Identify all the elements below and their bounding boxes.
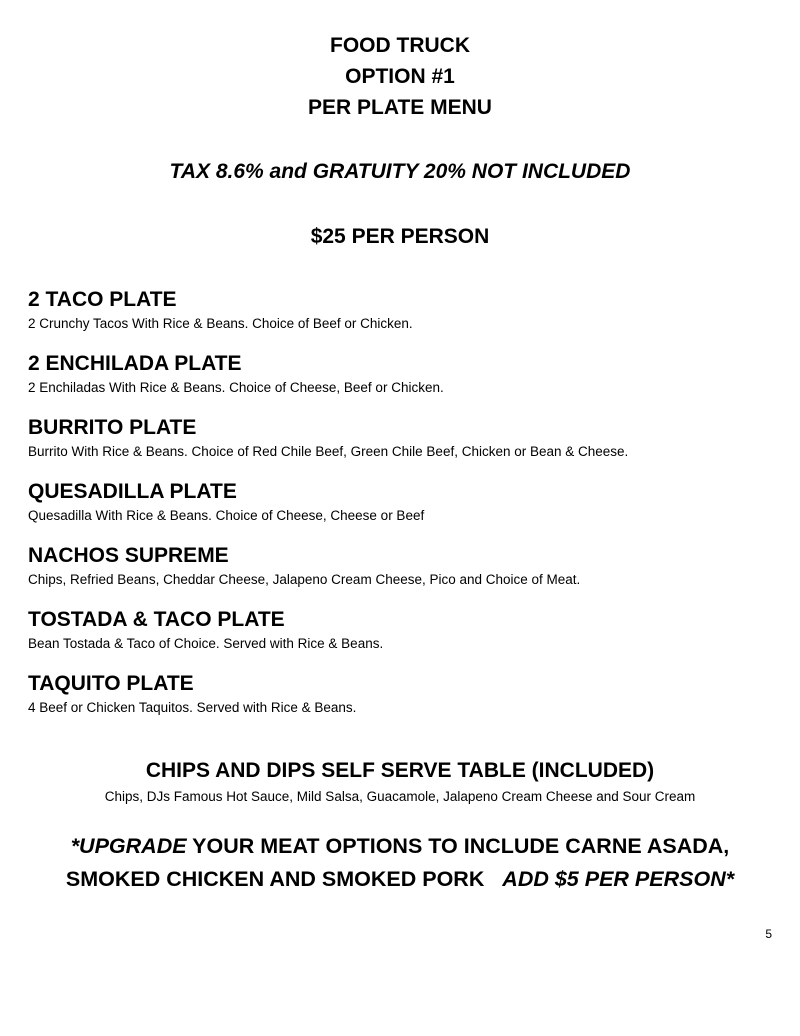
menu-item-description: 2 Crunchy Tacos With Rice & Beans. Choice of Beef or Chicken. bbox=[28, 316, 413, 331]
menu-item-name: QUESADILLA PLATE bbox=[28, 480, 237, 503]
upgrade-prefix: *UPGRADE bbox=[70, 834, 187, 858]
menu-list bbox=[28, 286, 788, 734]
menu-item-taquito-plate bbox=[28, 670, 788, 734]
menu-item-description: Chips, Refried Beans, Cheddar Cheese, Jalapeno Cream Cheese, Pico and Choice of Meat. bbox=[28, 572, 581, 587]
menu-item-name: TOSTADA & TACO PLATE bbox=[28, 608, 285, 631]
page-number: 5 bbox=[765, 927, 772, 941]
menu-item-description: Bean Tostada & Taco of Choice. Served with Rice & Beans. bbox=[28, 636, 384, 651]
menu-item-name: TAQUITO PLATE bbox=[28, 672, 194, 695]
menu-header bbox=[0, 30, 800, 123]
menu-item-nachos-supreme bbox=[28, 542, 788, 606]
menu-item-name: BURRITO PLATE bbox=[28, 416, 197, 439]
tax-gratuity-note: TAX 8.6% and GRATUITY 20% NOT INCLUDED bbox=[169, 160, 631, 183]
price-per-person: $25 PER PERSON bbox=[310, 225, 490, 248]
menu-item-name: 2 ENCHILADA PLATE bbox=[28, 352, 242, 375]
chips-section-description: Chips, DJs Famous Hot Sauce, Mild Salsa, Guacamole, Jalapeno Cream Cheese and Sour Cream bbox=[104, 789, 696, 804]
upgrade-price: ADD $5 PER PERSON* bbox=[502, 867, 735, 891]
menu-item-taco-plate bbox=[28, 286, 788, 350]
upgrade-line-1-text: YOUR MEAT OPTIONS TO INCLUDE CARNE ASADA, bbox=[186, 834, 730, 858]
menu-item-description: 4 Beef or Chicken Taquitos. Served with Rice & Beans. bbox=[28, 700, 357, 715]
menu-item-tostada-taco-plate bbox=[28, 606, 788, 670]
upgrade-line-1 bbox=[0, 830, 800, 863]
menu-item-burrito-plate bbox=[28, 414, 788, 478]
menu-item-description: 2 Enchiladas With Rice & Beans. Choice of Cheese, Beef or Chicken. bbox=[28, 380, 444, 395]
header-title: FOOD TRUCK bbox=[330, 34, 470, 57]
upgrade-note bbox=[0, 830, 800, 896]
menu-item-description: Quesadilla With Rice & Beans. Choice of Cheese, Cheese or Beef bbox=[28, 508, 425, 523]
menu-item-quesadilla-plate bbox=[28, 478, 788, 542]
menu-item-name: NACHOS SUPREME bbox=[28, 544, 229, 567]
upgrade-line-2-text: SMOKED CHICKEN AND SMOKED PORK bbox=[65, 867, 485, 891]
chips-section-title: CHIPS AND DIPS SELF SERVE TABLE (INCLUDED) bbox=[145, 759, 655, 782]
header-option: OPTION #1 bbox=[345, 65, 455, 88]
upgrade-line-2 bbox=[0, 863, 800, 896]
menu-item-description: Burrito With Rice & Beans. Choice of Red Chile Beef, Green Chile Beef, Chicken or Bean & Cheese. bbox=[28, 444, 629, 459]
menu-item-name: 2 TACO PLATE bbox=[28, 288, 177, 311]
menu-item-enchilada-plate bbox=[28, 350, 788, 414]
header-subtitle: PER PLATE MENU bbox=[308, 96, 492, 119]
